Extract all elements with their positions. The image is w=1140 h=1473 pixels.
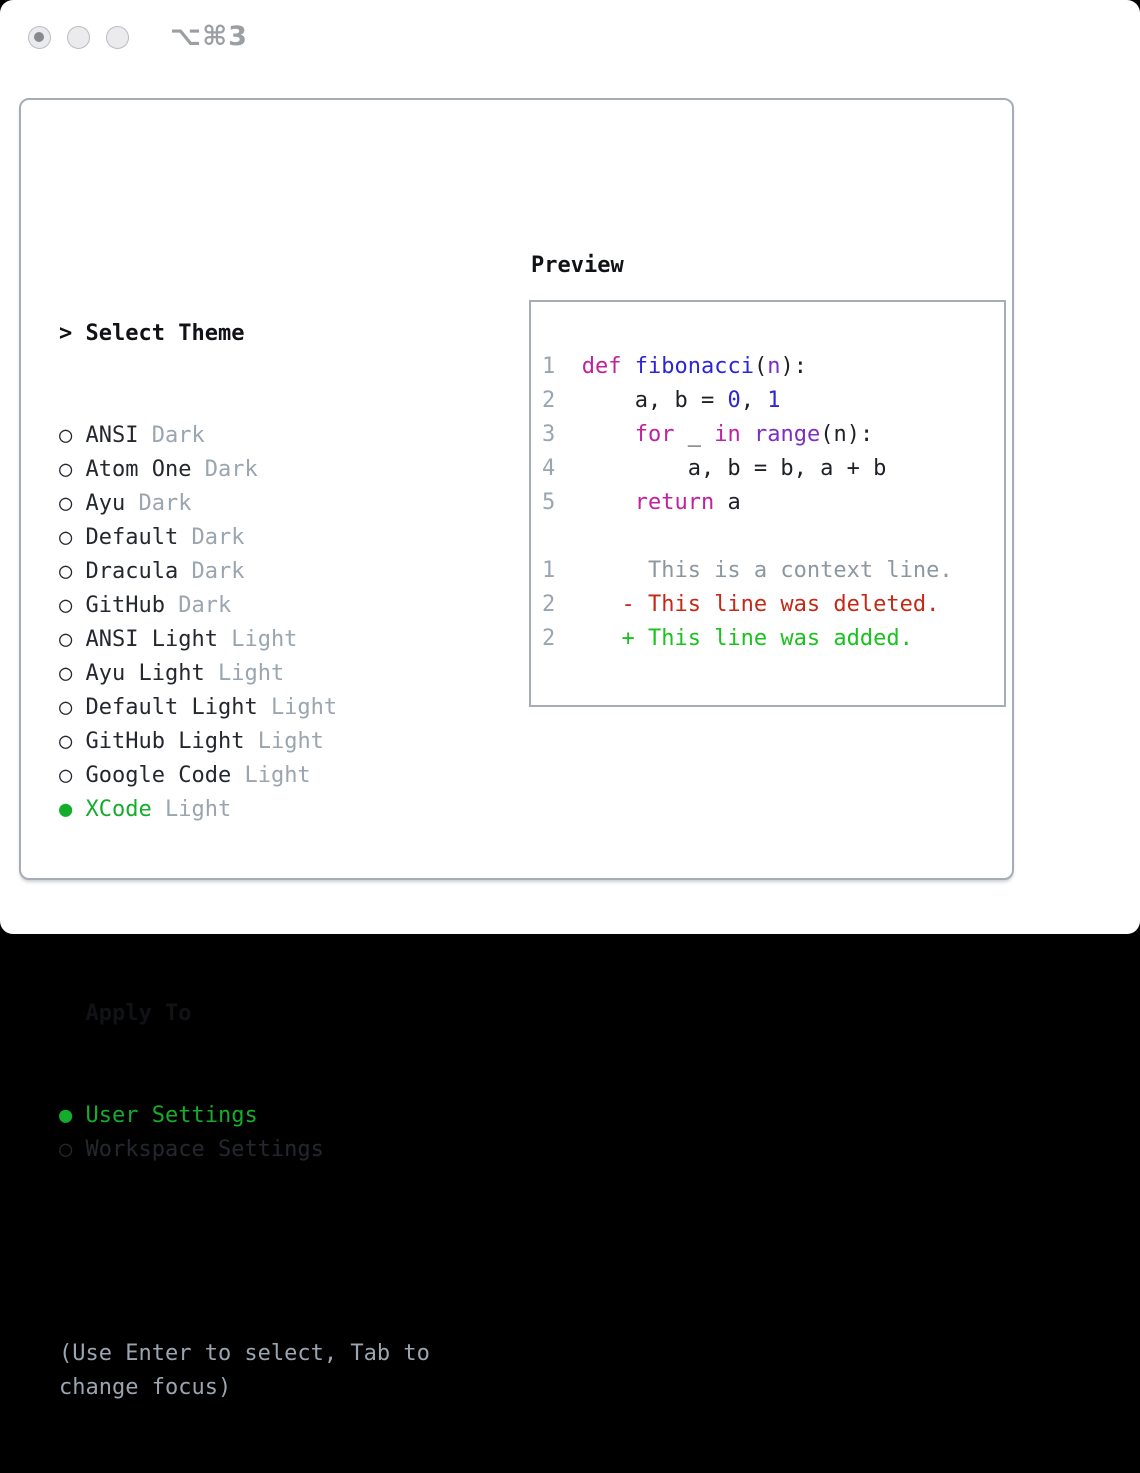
option-label: ANSI (85, 423, 139, 448)
option-label: Atom One (85, 457, 192, 482)
option-variant-label: Light (231, 627, 298, 652)
option-variant-label: Dark (191, 559, 245, 584)
option-variant-label: Light (257, 729, 324, 754)
code-line: 5 return a (542, 490, 741, 515)
theme-option-dracula[interactable] (59, 555, 430, 589)
option-label: Default Light (85, 695, 258, 720)
option-variant-label: Light (244, 763, 311, 788)
theme-option-atom-one[interactable] (59, 453, 430, 487)
traffic-light-minimize-icon[interactable] (67, 26, 90, 49)
code-line: 1 This is a context line. (542, 558, 953, 583)
theme-list (59, 419, 430, 827)
option-label: GitHub (85, 593, 165, 618)
theme-option-ayu-light[interactable] (59, 657, 430, 691)
select-theme-header-label: Select Theme (85, 321, 245, 346)
focus-caret-icon: > (59, 321, 86, 346)
radio-unselected-icon: ○ (59, 457, 73, 482)
theme-selector-panel (19, 98, 1014, 1400)
option-variant-label: Dark (138, 491, 192, 516)
radio-unselected-icon: ○ (59, 559, 73, 584)
usage-hint-line: change focus) (59, 1375, 232, 1400)
code-line: 2 - This line was deleted. (542, 592, 940, 617)
apply-option-user-settings[interactable] (59, 1099, 430, 1133)
radio-unselected-icon: ○ (59, 525, 73, 550)
theme-option-default[interactable] (59, 521, 430, 555)
option-label: Ayu Light (85, 661, 205, 686)
option-variant-label: Dark (178, 593, 232, 618)
traffic-light-zoom-icon[interactable] (106, 26, 129, 49)
spacer (59, 1235, 430, 1269)
select-theme-header (59, 317, 430, 351)
radio-unselected-icon: ○ (59, 729, 73, 754)
option-variant-label: Dark (204, 457, 258, 482)
radio-unselected-icon: ○ (59, 1137, 73, 1162)
option-variant-label: Dark (191, 525, 245, 550)
code-line: 2 + This line was added. (542, 626, 913, 651)
theme-option-ansi[interactable] (59, 419, 430, 453)
radio-unselected-icon: ○ (59, 763, 73, 788)
window-shortcut-label: ⌥⌘3 (170, 21, 248, 52)
theme-list-column (59, 249, 430, 1473)
code-line: 1 def fibonacci(n): (542, 354, 807, 379)
radio-unselected-icon: ○ (59, 695, 73, 720)
option-variant-label: Light (217, 661, 285, 686)
radio-unselected-icon: ○ (59, 423, 73, 448)
usage-hint-line: (Use Enter to select, Tab to (59, 1341, 430, 1366)
option-label: Default (85, 525, 179, 550)
option-label: Google Code (85, 763, 232, 788)
theme-option-ansi-light[interactable] (59, 623, 430, 657)
apply-to-list (59, 1099, 430, 1167)
radio-selected-icon: ● (59, 797, 73, 822)
theme-option-default-light[interactable] (59, 691, 430, 725)
theme-option-github-light[interactable] (59, 725, 430, 759)
radio-unselected-icon: ○ (59, 627, 73, 652)
option-label: GitHub Light (85, 729, 245, 754)
code-line: 2 a, b = 0, 1 (542, 388, 781, 413)
theme-option-ayu[interactable] (59, 487, 430, 521)
code-preview (531, 302, 1004, 656)
theme-option-xcode[interactable] (59, 793, 430, 827)
radio-selected-icon: ● (59, 1103, 73, 1128)
option-variant-label: Light (270, 695, 338, 720)
traffic-light-close-icon[interactable] (28, 26, 51, 49)
radio-unselected-icon: ○ (59, 593, 73, 618)
option-variant-label: Light (164, 797, 232, 822)
apply-to-header: Apply To (85, 1001, 192, 1026)
preview-box (529, 300, 1006, 707)
code-line: 3 for _ in range(n): (542, 422, 874, 447)
code-line (542, 520, 1004, 554)
theme-option-google-code[interactable] (59, 759, 430, 793)
usage-hint (59, 1337, 430, 1405)
spacer (59, 895, 430, 929)
apply-option-workspace-settings[interactable] (59, 1133, 430, 1167)
option-label: ANSI Light (85, 627, 218, 652)
code-line: 4 a, b = b, a + b (542, 456, 887, 481)
option-label: XCode (85, 797, 152, 822)
option-label: Dracula (85, 559, 179, 584)
preview-header: Preview (531, 253, 624, 278)
option-label: Ayu (85, 491, 126, 516)
option-label: Workspace Settings (85, 1137, 324, 1162)
option-variant-label: Dark (151, 423, 205, 448)
option-label: User Settings (85, 1103, 258, 1128)
radio-unselected-icon: ○ (59, 491, 73, 516)
theme-option-github[interactable] (59, 589, 430, 623)
radio-unselected-icon: ○ (59, 661, 73, 686)
